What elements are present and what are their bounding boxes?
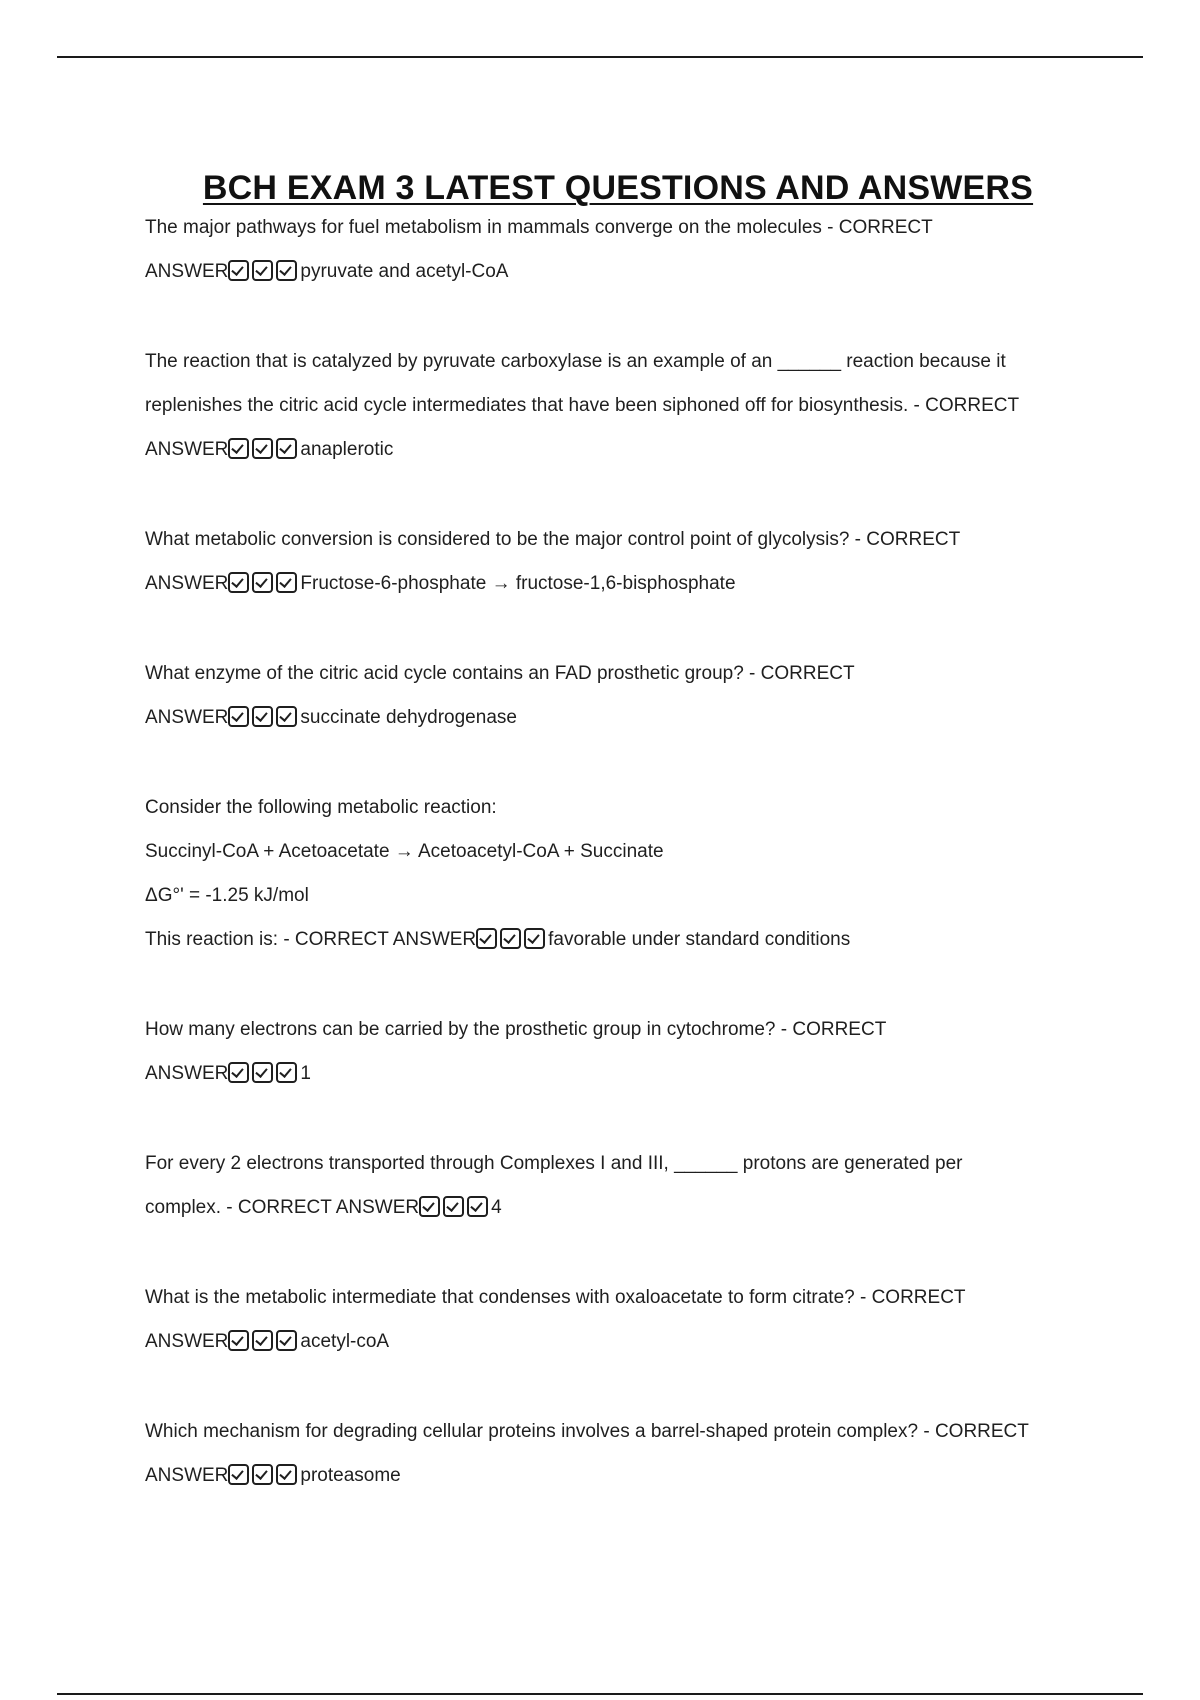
question-line <box>145 212 1095 244</box>
qa-item <box>145 1014 1095 1090</box>
checkbox-checked-icon <box>252 438 273 459</box>
answer-prefix: ANSWER <box>145 1063 229 1084</box>
answer-prefix: complex. - CORRECT ANSWER <box>145 1197 420 1218</box>
page-title: BCH EXAM 3 LATEST QUESTIONS AND ANSWERS <box>202 168 1034 207</box>
question-text: How many electrons can be carried by the prosthetic group in cytochrome? - CORRECT <box>145 1019 887 1040</box>
qa-item <box>145 1416 1095 1492</box>
question-text: The reaction that is catalyzed by pyruvate carboxylase is an example of an ______ reaction because it <box>145 351 1006 372</box>
question-text: ΔG°' = -1.25 kJ/mol <box>145 885 309 906</box>
answer-text: succinate dehydrogenase <box>300 707 517 728</box>
question-text: The major pathways for fuel metabolism in mammals converge on the molecules - CORRECT <box>145 217 933 238</box>
checkbox-checked-icon <box>228 706 249 727</box>
answer-text: proteasome <box>300 1465 401 1486</box>
answer-line <box>145 1460 1095 1492</box>
checkbox-checked-icon <box>276 1330 297 1351</box>
qa-item <box>145 792 1095 956</box>
checkbox-checked-icon <box>476 928 497 949</box>
checkbox-checked-icon <box>228 572 249 593</box>
answer-line <box>145 1192 1095 1224</box>
checkbox-checked-icon <box>228 438 249 459</box>
question-text: What enzyme of the citric acid cycle contains an FAD prosthetic group? - CORRECT <box>145 663 855 684</box>
question-line <box>145 1282 1095 1314</box>
question-line <box>145 524 1095 556</box>
qa-item <box>145 212 1095 288</box>
question-text: replenishes the citric acid cycle intermediates that have been siphoned off for biosynthesis. - CORRECT <box>145 395 1020 416</box>
checkbox-checked-icon <box>228 260 249 281</box>
qa-list <box>145 212 1095 1550</box>
question-text: What is the metabolic intermediate that condenses with oxaloacetate to form citrate? - CORRECT <box>145 1287 966 1308</box>
question-text: Succinyl-CoA + Acetoacetate → Acetoacetyl-CoA + Succinate <box>145 841 664 862</box>
checkbox-checked-icon <box>443 1196 464 1217</box>
answer-line <box>145 1058 1095 1090</box>
question-line <box>145 1416 1095 1448</box>
checkbox-checked-icon <box>252 572 273 593</box>
answer-line <box>145 702 1095 734</box>
answer-prefix: ANSWER <box>145 439 229 460</box>
qa-item <box>145 1148 1095 1224</box>
answer-prefix: ANSWER <box>145 1465 229 1486</box>
checkbox-checked-icon <box>228 1464 249 1485</box>
answer-line <box>145 924 1095 956</box>
answer-line <box>145 568 1095 600</box>
checkbox-checked-icon <box>252 1330 273 1351</box>
checkbox-checked-icon <box>276 438 297 459</box>
qa-item <box>145 346 1095 466</box>
checkbox-checked-icon <box>276 1464 297 1485</box>
qa-item <box>145 524 1095 600</box>
checkbox-checked-icon <box>228 1062 249 1083</box>
checkbox-checked-icon <box>500 928 521 949</box>
checkbox-checked-icon <box>276 706 297 727</box>
question-text: Which mechanism for degrading cellular proteins involves a barrel-shaped protein complex? - CORRECT <box>145 1421 1029 1442</box>
checkbox-checked-icon <box>252 1464 273 1485</box>
answer-text: pyruvate and acetyl-CoA <box>300 261 509 282</box>
question-text: Consider the following metabolic reaction: <box>145 797 497 818</box>
checkbox-checked-icon <box>524 928 545 949</box>
checkbox-checked-icon <box>252 260 273 281</box>
checkbox-checked-icon <box>276 572 297 593</box>
checkbox-checked-icon <box>252 706 273 727</box>
question-line <box>145 658 1095 690</box>
answer-line <box>145 1326 1095 1358</box>
answer-text: anaplerotic <box>300 439 394 460</box>
answer-text: favorable under standard conditions <box>548 929 851 950</box>
qa-item <box>145 658 1095 734</box>
question-text: What metabolic conversion is considered to be the major control point of glycolysis? - CORRECT <box>145 529 961 550</box>
answer-prefix: This reaction is: - CORRECT ANSWER <box>145 929 477 950</box>
bottom-rule <box>57 1693 1143 1695</box>
checkbox-checked-icon <box>228 1330 249 1351</box>
checkbox-checked-icon <box>276 1062 297 1083</box>
answer-text: acetyl-coA <box>300 1331 390 1352</box>
top-rule <box>57 56 1143 58</box>
answer-text: 1 <box>300 1063 311 1084</box>
checkbox-checked-icon <box>419 1196 440 1217</box>
question-line <box>145 836 1095 868</box>
answer-prefix: ANSWER <box>145 1331 229 1352</box>
answer-line <box>145 434 1095 466</box>
question-line <box>145 880 1095 912</box>
answer-prefix: ANSWER <box>145 707 229 728</box>
question-line <box>145 346 1095 378</box>
question-line <box>145 792 1095 824</box>
answer-prefix: ANSWER <box>145 573 229 594</box>
answer-text: Fructose-6-phosphate → fructose-1,6-bisphosphate <box>300 573 736 594</box>
answer-text: 4 <box>491 1197 502 1218</box>
qa-item <box>145 1282 1095 1358</box>
question-text: For every 2 electrons transported through Complexes I and III, ______ protons are generated per <box>145 1153 963 1174</box>
answer-line <box>145 256 1095 288</box>
checkbox-checked-icon <box>252 1062 273 1083</box>
question-line <box>145 1014 1095 1046</box>
question-line <box>145 390 1095 422</box>
answer-prefix: ANSWER <box>145 261 229 282</box>
checkbox-checked-icon <box>276 260 297 281</box>
checkbox-checked-icon <box>467 1196 488 1217</box>
question-line <box>145 1148 1095 1180</box>
